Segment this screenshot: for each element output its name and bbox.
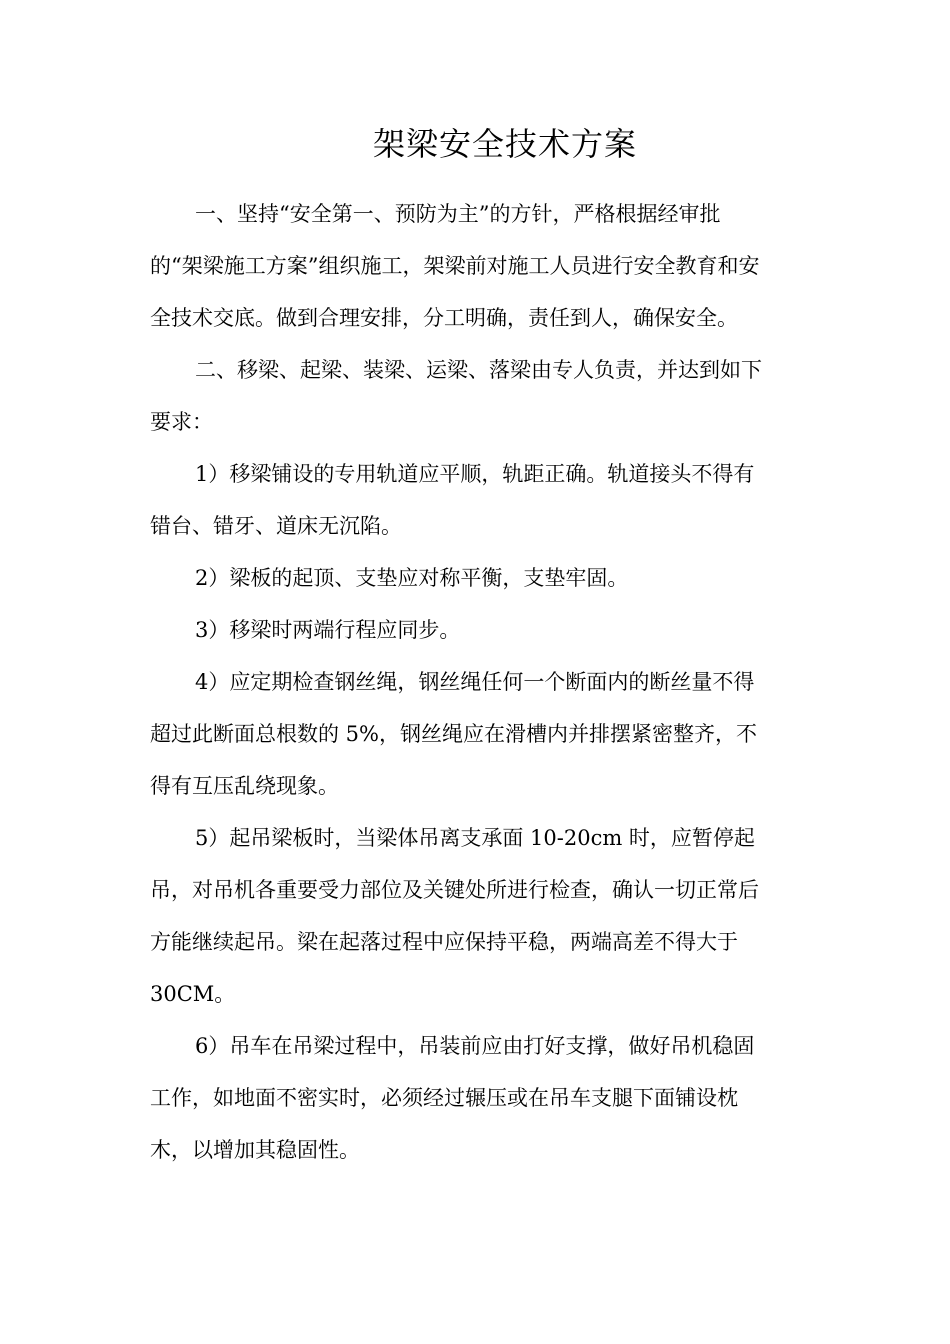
paragraph-3	[150, 448, 810, 552]
paragraph-4	[150, 552, 810, 604]
paragraph-6	[150, 656, 810, 812]
paragraph-line: 得有互压乱绕现象。	[150, 774, 339, 798]
paragraph-5	[150, 604, 810, 656]
paragraph-line: 全技术交底。做到合理安排，分工明确，责任到人，确保安全。	[150, 306, 738, 330]
paragraph-line: 超过此断面总根数的 5%，钢丝绳应在滑槽内并排摆紧密整齐，不	[150, 722, 757, 746]
paragraph-line: 木，以增加其稳固性。	[150, 1138, 360, 1162]
paragraph-line: 工作，如地面不密实时，必须经过辗压或在吊车支腿下面铺设枕	[150, 1086, 738, 1110]
paragraph-line: 的“架梁施工方案”组织施工，架梁前对施工人员进行安全教育和安	[150, 254, 760, 278]
paragraph-line: 1）移梁铺设的专用轨道应平顺，轨距正确。轨道接头不得有	[195, 462, 755, 486]
paragraph-2	[150, 344, 810, 448]
document-title: 架梁安全技术方案	[372, 125, 637, 163]
document-body	[150, 188, 810, 1176]
paragraph-8	[150, 1020, 810, 1176]
paragraph-line: 6）吊车在吊梁过程中，吊装前应由打好支撑，做好吊机稳固	[195, 1034, 755, 1058]
paragraph-line: 2）梁板的起顶、支垫应对称平衡，支垫牢固。	[195, 566, 629, 590]
paragraph-line: 4）应定期检查钢丝绳，钢丝绳任何一个断面内的断丝量不得	[195, 670, 755, 694]
paragraph-line: 3）移梁时两端行程应同步。	[195, 618, 461, 642]
paragraph-7	[150, 812, 810, 1020]
paragraph-line: 二、移梁、起梁、装梁、运梁、落梁由专人负责，并达到如下	[195, 358, 762, 382]
paragraph-line: 方能继续起吊。梁在起落过程中应保持平稳，两端高差不得大于	[150, 930, 738, 954]
paragraph-line: 5）起吊梁板时，当梁体吊离支承面 10-20cm 时，应暂停起	[195, 826, 755, 850]
paragraph-line: 一、坚持“安全第一、预防为主”的方针，严格根据经审批	[195, 202, 721, 226]
paragraph-line: 吊，对吊机各重要受力部位及关键处所进行检查，确认一切正常后	[150, 878, 759, 902]
paragraph-line: 30CM。	[150, 982, 236, 1006]
paragraph-line: 错台、错牙、道床无沉陷。	[150, 514, 402, 538]
paragraph-1	[150, 188, 810, 344]
paragraph-line: 要求：	[150, 410, 213, 434]
